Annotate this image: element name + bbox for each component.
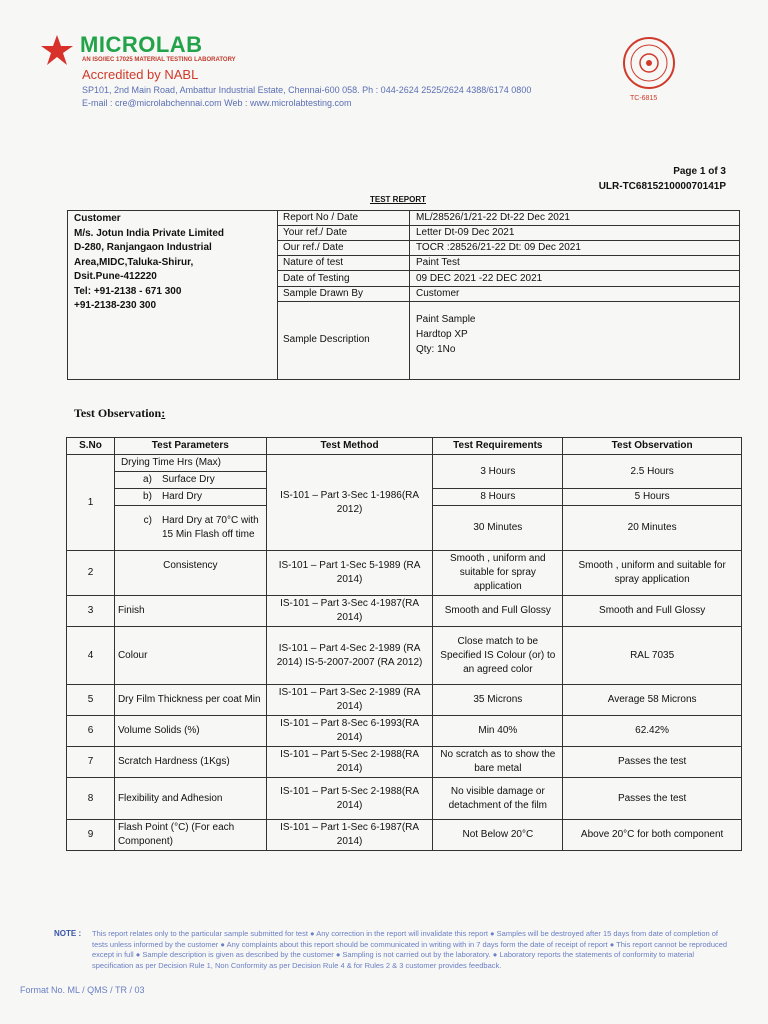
ulr-number: ULR-TC681521000070141P — [598, 181, 726, 192]
sno-cell: 6 — [67, 716, 115, 747]
sno-cell: 8 — [67, 778, 115, 820]
obs-cell: Passes the test — [563, 747, 742, 778]
sno-cell: 9 — [67, 820, 115, 851]
divider — [277, 270, 740, 271]
obs-cell: Average 58 Microns — [563, 685, 742, 716]
param-cell: Drying Time Hrs (Max) — [114, 455, 266, 472]
table-row — [67, 820, 742, 851]
obs-cell: 2.5 Hours — [563, 455, 742, 489]
format-number: Format No. ML / QMS / TR / 03 — [20, 985, 145, 995]
param-cell: c) Hard Dry at 70°C with 15 Min Flash off time — [114, 506, 266, 551]
info-label: Nature of test — [283, 257, 344, 268]
sample-line: Paint Sample — [416, 314, 476, 325]
param-cell: Dry Film Thickness per coat Min — [114, 685, 266, 716]
customer-line: M/s. Jotun India Private Limited — [74, 227, 225, 239]
test-observation-heading: Test Observation: — [74, 406, 166, 420]
table-row — [67, 747, 742, 778]
req-cell: No visible damage or detachment of the film — [433, 778, 563, 820]
lab-address: SP101, 2nd Main Road, Ambattur Industrial Estate, Chennai-600 058. Ph : 044-2624 2525/2624 4388/6174 0800 — [82, 85, 532, 95]
req-cell: 30 Minutes — [433, 506, 563, 551]
param-cell: Scratch Hardness (1Kgs) — [114, 747, 266, 778]
info-label: Date of Testing — [283, 273, 350, 284]
divider — [409, 210, 410, 380]
req-cell: No scratch as to show the bare metal — [433, 747, 563, 778]
req-cell: Min 40% — [433, 716, 563, 747]
info-label: Your ref./ Date — [283, 227, 348, 238]
method-cell: IS-101 – Part 1-Sec 6-1987(RA 2014) — [266, 820, 433, 851]
obs-cell: Above 20°C for both component — [563, 820, 742, 851]
customer-block — [74, 212, 274, 314]
sno-cell: 4 — [67, 627, 115, 685]
sno-cell: 3 — [67, 596, 115, 627]
method-cell: IS-101 – Part 3-Sec 2-1989 (RA 2014) — [266, 685, 433, 716]
info-value: TOCR :28526/21-22 Dt: 09 Dec 2021 — [416, 242, 581, 253]
req-cell: 8 Hours — [433, 489, 563, 506]
req-cell: 35 Microns — [433, 685, 563, 716]
req-cell: Smooth and Full Glossy — [433, 596, 563, 627]
info-value: Letter Dt-09 Dec 2021 — [416, 227, 515, 238]
customer-heading: Customer — [74, 213, 121, 224]
column-header: S.No — [67, 438, 115, 455]
info-value: 09 DEC 2021 -22 DEC 2021 — [416, 273, 543, 284]
divider — [277, 225, 740, 226]
nabl-accreditation: Accredited by NABL — [82, 67, 199, 82]
info-value: Customer — [416, 288, 460, 299]
param-cell: a) Surface Dry — [114, 472, 266, 489]
req-cell: Smooth , uniform and suitable for spray application — [433, 551, 563, 596]
obs-cell: 20 Minutes — [563, 506, 742, 551]
param-cell: Colour — [114, 627, 266, 685]
obs-cell: Smooth and Full Glossy — [563, 596, 742, 627]
column-header: Test Parameters — [114, 438, 266, 455]
info-value: Paint Test — [416, 257, 460, 268]
sno-cell: 5 — [67, 685, 115, 716]
customer-line: Area,MIDC,Taluka-Shirur, — [74, 256, 194, 268]
param-cell: Flash Point (°C) (For each Component) — [114, 820, 266, 851]
obs-cell: Smooth , uniform and suitable for spray application — [563, 551, 742, 596]
column-header: Test Requirements — [433, 438, 563, 455]
param-cell: Finish — [114, 596, 266, 627]
column-header: Test Observation — [563, 438, 742, 455]
sno-cell: 2 — [67, 551, 115, 596]
customer-line: Tel: +91-2138 - 671 300 — [74, 285, 182, 297]
table-row — [67, 455, 742, 472]
test-results-table — [66, 437, 742, 851]
obs-cell: RAL 7035 — [563, 627, 742, 685]
info-label: Sample Drawn By — [283, 288, 364, 299]
divider — [277, 255, 740, 256]
obs-cell: Passes the test — [563, 778, 742, 820]
table-header-row — [67, 438, 742, 455]
req-cell: 3 Hours — [433, 455, 563, 489]
customer-line: +91-2138-230 300 — [74, 300, 157, 311]
info-value: ML/28526/1/21-22 Dt-22 Dec 2021 — [416, 212, 570, 223]
table-row — [67, 551, 742, 596]
method-cell: IS-101 – Part 8-Sec 6-1993(RA 2014) — [266, 716, 433, 747]
req-cell: Not Below 20°C — [433, 820, 563, 851]
sample-line: Hardtop XP — [416, 329, 468, 340]
info-label: Report No / Date — [283, 212, 359, 223]
param-cell: b) Hard Dry — [114, 489, 266, 506]
param-cell: Consistency — [114, 551, 266, 596]
divider — [277, 286, 740, 287]
method-cell: IS-101 – Part 1-Sec 5-1989 (RA 2014) — [266, 551, 433, 596]
nabl-seal-icon — [622, 36, 676, 90]
sample-description-label: Sample Description — [283, 334, 370, 345]
table-row — [67, 778, 742, 820]
sample-line: Qty: 1No — [416, 344, 456, 355]
method-cell: IS-101 – Part 5-Sec 2-1988(RA 2014) — [266, 747, 433, 778]
param-cell: Volume Solids (%) — [114, 716, 266, 747]
method-cell: IS-101 – Part 4-Sec 2-1989 (RA 2014) IS-5-2007-2007 (RA 2012) — [266, 627, 433, 685]
method-cell: IS-101 – Part 3-Sec 1-1986(RA 2012) — [266, 455, 433, 551]
sample-description — [416, 312, 475, 357]
page-number: Page 1 of 3 — [673, 166, 726, 177]
lab-contact: E-mail : cre@microlabchennai.com Web : www.microlabtesting.com — [82, 98, 352, 108]
method-cell: IS-101 – Part 3-Sec 4-1987(RA 2014) — [266, 596, 433, 627]
table-row — [67, 627, 742, 685]
obs-cell: 5 Hours — [563, 489, 742, 506]
note-label: NOTE : — [54, 929, 82, 938]
sno-cell: 7 — [67, 747, 115, 778]
param-cell: Flexibility and Adhesion — [114, 778, 266, 820]
divider — [277, 301, 740, 302]
star-logo-icon — [40, 34, 74, 66]
table-row — [67, 716, 742, 747]
note-text: This report relates only to the particular sample submitted for test ● Any correction in the report will invalidate this report ● Samples will be destroyed after 15 days from date of completion of tests unless informed by the customer ● Any complaints about this report should be communicated in writing with in 7 days form the date of receipt of report ● This report cannot be reproduced except in full ● Sample description is given as described by the customer ● Sampling is not carried out by the laboratory. ● Laboratory reports the statements of conformity to material specification as per Decision Rule 1, Non Conformity as per Decision Rule 4 & for Rules 2 & 3 customer provides feedback. — [92, 929, 728, 970]
iso-line: AN ISO/IEC 17025 MATERIAL TESTING LABORATORY — [82, 57, 236, 63]
customer-line: Dsit.Pune-412220 — [74, 271, 157, 282]
table-row — [67, 596, 742, 627]
brand-name: MICROLAB — [80, 32, 203, 57]
seal-code: TC-6815 — [630, 95, 658, 102]
customer-line: D-280, Ranjangaon Industrial — [74, 242, 212, 253]
req-cell: Close match to be Specified IS Colour (or) to an agreed color — [433, 627, 563, 685]
sno-cell: 1 — [67, 455, 115, 551]
info-label: Our ref./ Date — [283, 242, 344, 253]
column-header: Test Method — [266, 438, 433, 455]
divider — [277, 240, 740, 241]
obs-cell: 62.42% — [563, 716, 742, 747]
divider — [277, 210, 278, 380]
table-row — [67, 685, 742, 716]
report-title: TEST REPORT — [370, 195, 427, 204]
method-cell: IS-101 – Part 5-Sec 2-1988(RA 2014) — [266, 778, 433, 820]
